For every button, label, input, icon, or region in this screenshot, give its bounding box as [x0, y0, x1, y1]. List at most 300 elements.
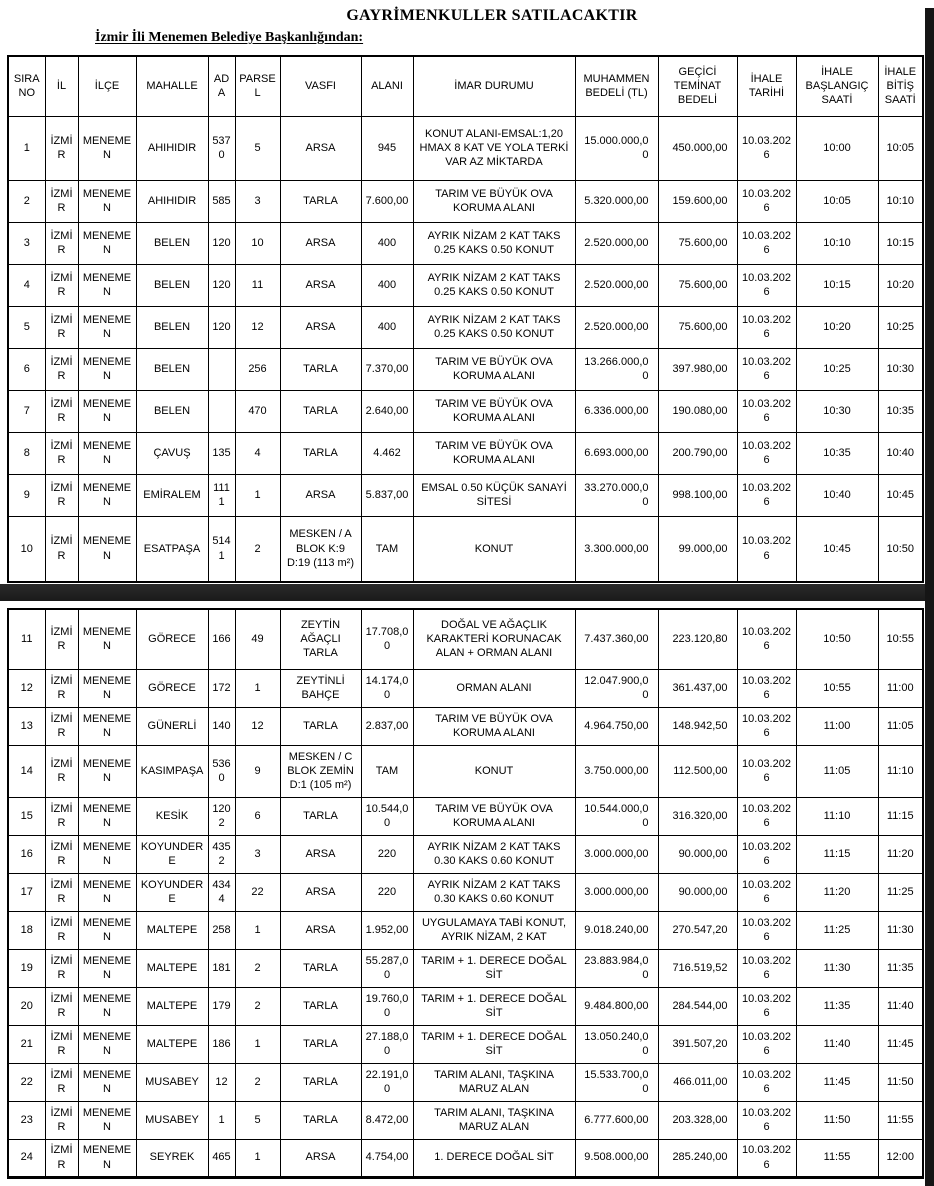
cell-vasfi: ZEYTİN AĞAÇLI TARLA — [280, 609, 361, 669]
cell-vasfi: ARSA — [280, 264, 361, 306]
scan-edge-bar — [925, 8, 934, 1186]
cell-parsel: 11 — [235, 264, 280, 306]
cell-teminat-bedeli: 316.320,00 — [658, 797, 737, 835]
cell-imar-durumu: UYGULAMAYA TABİ KONUT, AYRIK NİZAM, 2 KAT — [413, 911, 575, 949]
page-subtitle: İzmir İli Menemen Belediye Başkanlığından: — [95, 30, 364, 45]
cell-bitis-saati: 10:55 — [878, 609, 923, 669]
cell-sira-no: 21 — [8, 1025, 45, 1063]
cell-bitis-saati: 10:30 — [878, 348, 923, 390]
cell-sira-no: 11 — [8, 609, 45, 669]
cell-ihale-tarihi: 10.03.2026 — [737, 873, 796, 911]
cell-mahalle: ÇAVUŞ — [136, 432, 208, 474]
cell-ilce: MENEMEN — [78, 432, 136, 474]
cell-alani: 400 — [361, 222, 413, 264]
cell-il: İZMİR — [45, 390, 78, 432]
cell-vasfi: ARSA — [280, 873, 361, 911]
cell-ihale-tarihi: 10.03.2026 — [737, 348, 796, 390]
cell-ilce: MENEMEN — [78, 987, 136, 1025]
cell-vasfi: TARLA — [280, 987, 361, 1025]
cell-imar-durumu: KONUT — [413, 745, 575, 797]
cell-ada — [208, 390, 235, 432]
cell-ihale-tarihi: 10.03.2026 — [737, 516, 796, 582]
cell-bitis-saati: 10:10 — [878, 180, 923, 222]
cell-ilce: MENEMEN — [78, 348, 136, 390]
cell-teminat-bedeli: 75.600,00 — [658, 222, 737, 264]
cell-sira-no: 24 — [8, 1139, 45, 1177]
cell-il: İZMİR — [45, 1063, 78, 1101]
cell-vasfi: ARSA — [280, 474, 361, 516]
cell-parsel: 3 — [235, 835, 280, 873]
cell-ihale-tarihi: 10.03.2026 — [737, 609, 796, 669]
cell-parsel: 12 — [235, 707, 280, 745]
cell-baslangic-saati: 11:40 — [796, 1025, 878, 1063]
cell-ada: 135 — [208, 432, 235, 474]
cell-bitis-saati: 11:05 — [878, 707, 923, 745]
cell-mahalle: MALTEPE — [136, 911, 208, 949]
cell-il: İZMİR — [45, 669, 78, 707]
cell-baslangic-saati: 11:25 — [796, 911, 878, 949]
cell-muhammen-bedeli: 3.750.000,00 — [575, 745, 658, 797]
cell-mahalle: MUSABEY — [136, 1101, 208, 1139]
cell-ada: 585 — [208, 180, 235, 222]
cell-ilce: MENEMEN — [78, 116, 136, 180]
cell-mahalle: KESİK — [136, 797, 208, 835]
cell-ada: 258 — [208, 911, 235, 949]
cell-ihale-tarihi: 10.03.2026 — [737, 474, 796, 516]
table-row — [8, 264, 923, 306]
cell-sira-no: 17 — [8, 873, 45, 911]
cell-parsel: 470 — [235, 390, 280, 432]
cell-mahalle: AHIHIDIR — [136, 116, 208, 180]
cell-sira-no: 5 — [8, 306, 45, 348]
cell-alani: 10.544,00 — [361, 797, 413, 835]
cell-il: İZMİR — [45, 797, 78, 835]
cell-teminat-bedeli: 397.980,00 — [658, 348, 737, 390]
cell-il: İZMİR — [45, 745, 78, 797]
cell-baslangic-saati: 10:40 — [796, 474, 878, 516]
cell-ada: 5141 — [208, 516, 235, 582]
cell-alani: 945 — [361, 116, 413, 180]
col-header-vasfi: VASFI — [280, 56, 361, 116]
cell-ada: 12 — [208, 1063, 235, 1101]
cell-teminat-bedeli: 391.507,20 — [658, 1025, 737, 1063]
cell-teminat-bedeli: 284.544,00 — [658, 987, 737, 1025]
cell-mahalle: BELEN — [136, 222, 208, 264]
table-body-part1 — [8, 116, 923, 582]
cell-il: İZMİR — [45, 1101, 78, 1139]
cell-ilce: MENEMEN — [78, 516, 136, 582]
cell-vasfi: TARLA — [280, 949, 361, 987]
cell-alani: 2.837,00 — [361, 707, 413, 745]
cell-ihale-tarihi: 10.03.2026 — [737, 835, 796, 873]
col-header-ihale-tarihi: İHALE TARİHİ — [737, 56, 796, 116]
cell-bitis-saati: 10:05 — [878, 116, 923, 180]
cell-vasfi: MESKEN / C BLOK ZEMİN D:1 (105 m²) — [280, 745, 361, 797]
cell-ihale-tarihi: 10.03.2026 — [737, 949, 796, 987]
cell-baslangic-saati: 10:30 — [796, 390, 878, 432]
cell-il: İZMİR — [45, 116, 78, 180]
cell-muhammen-bedeli: 5.320.000,00 — [575, 180, 658, 222]
table-row — [8, 432, 923, 474]
cell-il: İZMİR — [45, 835, 78, 873]
table-row — [8, 348, 923, 390]
cell-mahalle: AHIHIDIR — [136, 180, 208, 222]
cell-sira-no: 9 — [8, 474, 45, 516]
cell-ada: 120 — [208, 264, 235, 306]
cell-ada: 120 — [208, 306, 235, 348]
cell-muhammen-bedeli: 33.270.000,00 — [575, 474, 658, 516]
cell-muhammen-bedeli: 15.000.000,00 — [575, 116, 658, 180]
cell-parsel: 2 — [235, 1063, 280, 1101]
cell-sira-no: 20 — [8, 987, 45, 1025]
cell-mahalle: KOYUNDERE — [136, 873, 208, 911]
cell-sira-no: 14 — [8, 745, 45, 797]
cell-baslangic-saati: 10:45 — [796, 516, 878, 582]
cell-vasfi: TARLA — [280, 432, 361, 474]
cell-parsel: 2 — [235, 949, 280, 987]
cell-ada: 1202 — [208, 797, 235, 835]
cell-imar-durumu: ORMAN ALANI — [413, 669, 575, 707]
cell-il: İZMİR — [45, 873, 78, 911]
cell-imar-durumu: TARIM ALANI, TAŞKINA MARUZ ALAN — [413, 1063, 575, 1101]
cell-baslangic-saati: 11:55 — [796, 1139, 878, 1177]
cell-bitis-saati: 11:50 — [878, 1063, 923, 1101]
section-divider-bar — [0, 584, 934, 601]
cell-parsel: 9 — [235, 745, 280, 797]
cell-ada: 4352 — [208, 835, 235, 873]
cell-alani: 400 — [361, 306, 413, 348]
cell-mahalle: KOYUNDERE — [136, 835, 208, 873]
cell-muhammen-bedeli: 2.520.000,00 — [575, 222, 658, 264]
cell-il: İZMİR — [45, 1025, 78, 1063]
cell-mahalle: EMİRALEM — [136, 474, 208, 516]
cell-muhammen-bedeli: 6.336.000,00 — [575, 390, 658, 432]
cell-vasfi: ARSA — [280, 911, 361, 949]
cell-parsel: 1 — [235, 474, 280, 516]
cell-vasfi: ARSA — [280, 1139, 361, 1177]
cell-bitis-saati: 10:40 — [878, 432, 923, 474]
cell-mahalle: BELEN — [136, 348, 208, 390]
table-row — [8, 911, 923, 949]
cell-bitis-saati: 11:00 — [878, 669, 923, 707]
cell-alani: TAM — [361, 516, 413, 582]
cell-ada: 4344 — [208, 873, 235, 911]
cell-ilce: MENEMEN — [78, 390, 136, 432]
cell-teminat-bedeli: 75.600,00 — [658, 264, 737, 306]
cell-mahalle: GÖRECE — [136, 669, 208, 707]
listings-table-part2 — [7, 608, 924, 1179]
cell-bitis-saati: 11:35 — [878, 949, 923, 987]
cell-imar-durumu: TARIM VE BÜYÜK OVA KORUMA ALANI — [413, 348, 575, 390]
cell-baslangic-saati: 10:55 — [796, 669, 878, 707]
cell-baslangic-saati: 11:05 — [796, 745, 878, 797]
cell-ada: 179 — [208, 987, 235, 1025]
cell-baslangic-saati: 11:30 — [796, 949, 878, 987]
cell-parsel: 49 — [235, 609, 280, 669]
cell-mahalle: GÜNERLİ — [136, 707, 208, 745]
cell-teminat-bedeli: 112.500,00 — [658, 745, 737, 797]
cell-vasfi: ARSA — [280, 222, 361, 264]
cell-parsel: 10 — [235, 222, 280, 264]
cell-bitis-saati: 11:30 — [878, 911, 923, 949]
cell-baslangic-saati: 11:10 — [796, 797, 878, 835]
cell-imar-durumu: TARIM VE BÜYÜK OVA KORUMA ALANI — [413, 707, 575, 745]
cell-imar-durumu: TARIM VE BÜYÜK OVA KORUMA ALANI — [413, 390, 575, 432]
cell-bitis-saati: 11:25 — [878, 873, 923, 911]
cell-teminat-bedeli: 159.600,00 — [658, 180, 737, 222]
table-body-part2 — [8, 609, 923, 1177]
table-header — [8, 56, 923, 116]
table-row — [8, 1063, 923, 1101]
table-row — [8, 873, 923, 911]
cell-bitis-saati: 11:45 — [878, 1025, 923, 1063]
table-row — [8, 1025, 923, 1063]
cell-ihale-tarihi: 10.03.2026 — [737, 1139, 796, 1177]
cell-alani: 8.472,00 — [361, 1101, 413, 1139]
cell-parsel: 1 — [235, 911, 280, 949]
cell-vasfi: MESKEN / A BLOK K:9 D:19 (113 m²) — [280, 516, 361, 582]
cell-ihale-tarihi: 10.03.2026 — [737, 1025, 796, 1063]
cell-ihale-tarihi: 10.03.2026 — [737, 987, 796, 1025]
cell-sira-no: 7 — [8, 390, 45, 432]
cell-ihale-tarihi: 10.03.2026 — [737, 264, 796, 306]
cell-imar-durumu: KONUT ALANI-EMSAL:1,20 HMAX 8 KAT VE YOLA TERKİ VAR AZ MİKTARDA — [413, 116, 575, 180]
cell-sira-no: 23 — [8, 1101, 45, 1139]
cell-teminat-bedeli: 203.328,00 — [658, 1101, 737, 1139]
cell-muhammen-bedeli: 13.050.240,00 — [575, 1025, 658, 1063]
cell-bitis-saati: 10:35 — [878, 390, 923, 432]
cell-ihale-tarihi: 10.03.2026 — [737, 222, 796, 264]
cell-vasfi: ZEYTİNLİ BAHÇE — [280, 669, 361, 707]
cell-muhammen-bedeli: 3.000.000,00 — [575, 835, 658, 873]
cell-il: İZMİR — [45, 609, 78, 669]
cell-sira-no: 22 — [8, 1063, 45, 1101]
cell-sira-no: 8 — [8, 432, 45, 474]
cell-sira-no: 10 — [8, 516, 45, 582]
cell-il: İZMİR — [45, 348, 78, 390]
cell-bitis-saati: 12:00 — [878, 1139, 923, 1177]
cell-mahalle: BELEN — [136, 306, 208, 348]
cell-ada: 181 — [208, 949, 235, 987]
cell-ilce: MENEMEN — [78, 707, 136, 745]
cell-ilce: MENEMEN — [78, 1025, 136, 1063]
listings-table-part1 — [7, 55, 924, 583]
cell-muhammen-bedeli: 23.883.984,00 — [575, 949, 658, 987]
cell-parsel: 2 — [235, 987, 280, 1025]
cell-ilce: MENEMEN — [78, 264, 136, 306]
cell-ilce: MENEMEN — [78, 949, 136, 987]
cell-parsel: 1 — [235, 1025, 280, 1063]
cell-vasfi: TARLA — [280, 1101, 361, 1139]
cell-teminat-bedeli: 716.519,52 — [658, 949, 737, 987]
table-row — [8, 835, 923, 873]
table-row — [8, 516, 923, 582]
cell-il: İZMİR — [45, 1139, 78, 1177]
col-header-baslangic-saati: İHALE BAŞLANGIÇ SAATİ — [796, 56, 878, 116]
cell-baslangic-saati: 10:20 — [796, 306, 878, 348]
cell-sira-no: 6 — [8, 348, 45, 390]
cell-baslangic-saati: 11:15 — [796, 835, 878, 873]
cell-ada: 120 — [208, 222, 235, 264]
cell-ilce: MENEMEN — [78, 835, 136, 873]
cell-vasfi: ARSA — [280, 835, 361, 873]
cell-baslangic-saati: 10:15 — [796, 264, 878, 306]
cell-imar-durumu: 1. DERECE DOĞAL SİT — [413, 1139, 575, 1177]
cell-baslangic-saati: 10:50 — [796, 609, 878, 669]
cell-teminat-bedeli: 285.240,00 — [658, 1139, 737, 1177]
cell-muhammen-bedeli: 6.693.000,00 — [575, 432, 658, 474]
cell-il: İZMİR — [45, 222, 78, 264]
cell-imar-durumu: AYRIK NİZAM 2 KAT TAKS 0.25 KAKS 0.50 KONUT — [413, 306, 575, 348]
cell-parsel: 5 — [235, 1101, 280, 1139]
cell-mahalle: MALTEPE — [136, 987, 208, 1025]
cell-mahalle: MALTEPE — [136, 1025, 208, 1063]
cell-muhammen-bedeli: 2.520.000,00 — [575, 306, 658, 348]
cell-sira-no: 3 — [8, 222, 45, 264]
cell-ihale-tarihi: 10.03.2026 — [737, 1101, 796, 1139]
cell-ihale-tarihi: 10.03.2026 — [737, 180, 796, 222]
cell-baslangic-saati: 11:00 — [796, 707, 878, 745]
cell-ilce: MENEMEN — [78, 180, 136, 222]
cell-alani: 7.600,00 — [361, 180, 413, 222]
cell-vasfi: TARLA — [280, 797, 361, 835]
cell-teminat-bedeli: 190.080,00 — [658, 390, 737, 432]
cell-parsel: 22 — [235, 873, 280, 911]
cell-muhammen-bedeli: 9.484.800,00 — [575, 987, 658, 1025]
cell-mahalle: BELEN — [136, 390, 208, 432]
cell-alani: 1.952,00 — [361, 911, 413, 949]
col-header-bitis-saati: İHALE BİTİŞ SAATİ — [878, 56, 923, 116]
cell-alani: 14.174,00 — [361, 669, 413, 707]
cell-ihale-tarihi: 10.03.2026 — [737, 707, 796, 745]
cell-ilce: MENEMEN — [78, 873, 136, 911]
col-header-alani: ALANI — [361, 56, 413, 116]
cell-ada: 166 — [208, 609, 235, 669]
cell-alani: 220 — [361, 873, 413, 911]
cell-ilce: MENEMEN — [78, 474, 136, 516]
cell-ada: 465 — [208, 1139, 235, 1177]
cell-muhammen-bedeli: 7.437.360,00 — [575, 609, 658, 669]
cell-il: İZMİR — [45, 987, 78, 1025]
cell-ada: 1111 — [208, 474, 235, 516]
cell-mahalle: ESATPAŞA — [136, 516, 208, 582]
cell-imar-durumu: TARIM ALANI, TAŞKINA MARUZ ALAN — [413, 1101, 575, 1139]
cell-baslangic-saati: 11:20 — [796, 873, 878, 911]
cell-il: İZMİR — [45, 911, 78, 949]
cell-il: İZMİR — [45, 264, 78, 306]
cell-ihale-tarihi: 10.03.2026 — [737, 797, 796, 835]
cell-baslangic-saati: 11:35 — [796, 987, 878, 1025]
cell-baslangic-saati: 11:50 — [796, 1101, 878, 1139]
cell-muhammen-bedeli: 4.964.750,00 — [575, 707, 658, 745]
col-header-il: İL — [45, 56, 78, 116]
cell-parsel: 2 — [235, 516, 280, 582]
cell-teminat-bedeli: 450.000,00 — [658, 116, 737, 180]
cell-il: İZMİR — [45, 432, 78, 474]
cell-teminat-bedeli: 148.942,50 — [658, 707, 737, 745]
cell-ada: 5360 — [208, 745, 235, 797]
table-row — [8, 222, 923, 264]
cell-muhammen-bedeli: 6.777.600,00 — [575, 1101, 658, 1139]
cell-sira-no: 16 — [8, 835, 45, 873]
cell-ihale-tarihi: 10.03.2026 — [737, 745, 796, 797]
cell-parsel: 1 — [235, 1139, 280, 1177]
cell-baslangic-saati: 10:00 — [796, 116, 878, 180]
cell-vasfi: TARLA — [280, 707, 361, 745]
table-row — [8, 949, 923, 987]
cell-il: İZMİR — [45, 306, 78, 348]
cell-parsel: 12 — [235, 306, 280, 348]
table-row — [8, 797, 923, 835]
cell-imar-durumu: TARIM VE BÜYÜK OVA KORUMA ALANI — [413, 797, 575, 835]
cell-alani: 5.837,00 — [361, 474, 413, 516]
cell-sira-no: 2 — [8, 180, 45, 222]
col-header-muhammen-bedeli: MUHAMMEN BEDELİ (TL) — [575, 56, 658, 116]
cell-muhammen-bedeli: 13.266.000,00 — [575, 348, 658, 390]
table-row — [8, 707, 923, 745]
cell-teminat-bedeli: 998.100,00 — [658, 474, 737, 516]
cell-vasfi: ARSA — [280, 306, 361, 348]
cell-ada — [208, 348, 235, 390]
cell-teminat-bedeli: 361.437,00 — [658, 669, 737, 707]
cell-bitis-saati: 10:25 — [878, 306, 923, 348]
cell-parsel: 4 — [235, 432, 280, 474]
cell-ihale-tarihi: 10.03.2026 — [737, 116, 796, 180]
cell-vasfi: TARLA — [280, 390, 361, 432]
cell-ada: 140 — [208, 707, 235, 745]
cell-muhammen-bedeli: 9.508.000,00 — [575, 1139, 658, 1177]
col-header-ilce: İLÇE — [78, 56, 136, 116]
cell-imar-durumu: KONUT — [413, 516, 575, 582]
table-row — [8, 180, 923, 222]
cell-baslangic-saati: 10:25 — [796, 348, 878, 390]
cell-parsel: 256 — [235, 348, 280, 390]
cell-imar-durumu: TARIM + 1. DERECE DOĞAL SİT — [413, 1025, 575, 1063]
cell-ihale-tarihi: 10.03.2026 — [737, 669, 796, 707]
cell-ilce: MENEMEN — [78, 669, 136, 707]
cell-bitis-saati: 10:15 — [878, 222, 923, 264]
cell-teminat-bedeli: 200.790,00 — [658, 432, 737, 474]
cell-bitis-saati: 11:55 — [878, 1101, 923, 1139]
cell-sira-no: 1 — [8, 116, 45, 180]
cell-teminat-bedeli: 270.547,20 — [658, 911, 737, 949]
cell-alani: 400 — [361, 264, 413, 306]
cell-ilce: MENEMEN — [78, 609, 136, 669]
cell-alani: 27.188,00 — [361, 1025, 413, 1063]
col-header-ada: ADA — [208, 56, 235, 116]
cell-parsel: 3 — [235, 180, 280, 222]
cell-alani: 4.754,00 — [361, 1139, 413, 1177]
cell-imar-durumu: AYRIK NİZAM 2 KAT TAKS 0.30 KAKS 0.60 KONUT — [413, 835, 575, 873]
cell-alani: 22.191,00 — [361, 1063, 413, 1101]
cell-il: İZMİR — [45, 707, 78, 745]
table-row — [8, 306, 923, 348]
cell-alani: 2.640,00 — [361, 390, 413, 432]
cell-teminat-bedeli: 75.600,00 — [658, 306, 737, 348]
cell-teminat-bedeli: 90.000,00 — [658, 835, 737, 873]
cell-ilce: MENEMEN — [78, 1139, 136, 1177]
cell-mahalle: SEYREK — [136, 1139, 208, 1177]
cell-alani: 7.370,00 — [361, 348, 413, 390]
cell-baslangic-saati: 10:10 — [796, 222, 878, 264]
cell-ilce: MENEMEN — [78, 797, 136, 835]
table-row — [8, 745, 923, 797]
page-title: GAYRİMENKULLER SATILACAKTIR — [346, 7, 638, 24]
cell-baslangic-saati: 10:35 — [796, 432, 878, 474]
cell-alani: 4.462 — [361, 432, 413, 474]
cell-imar-durumu: AYRIK NİZAM 2 KAT TAKS 0.25 KAKS 0.50 KONUT — [413, 264, 575, 306]
cell-bitis-saati: 11:20 — [878, 835, 923, 873]
